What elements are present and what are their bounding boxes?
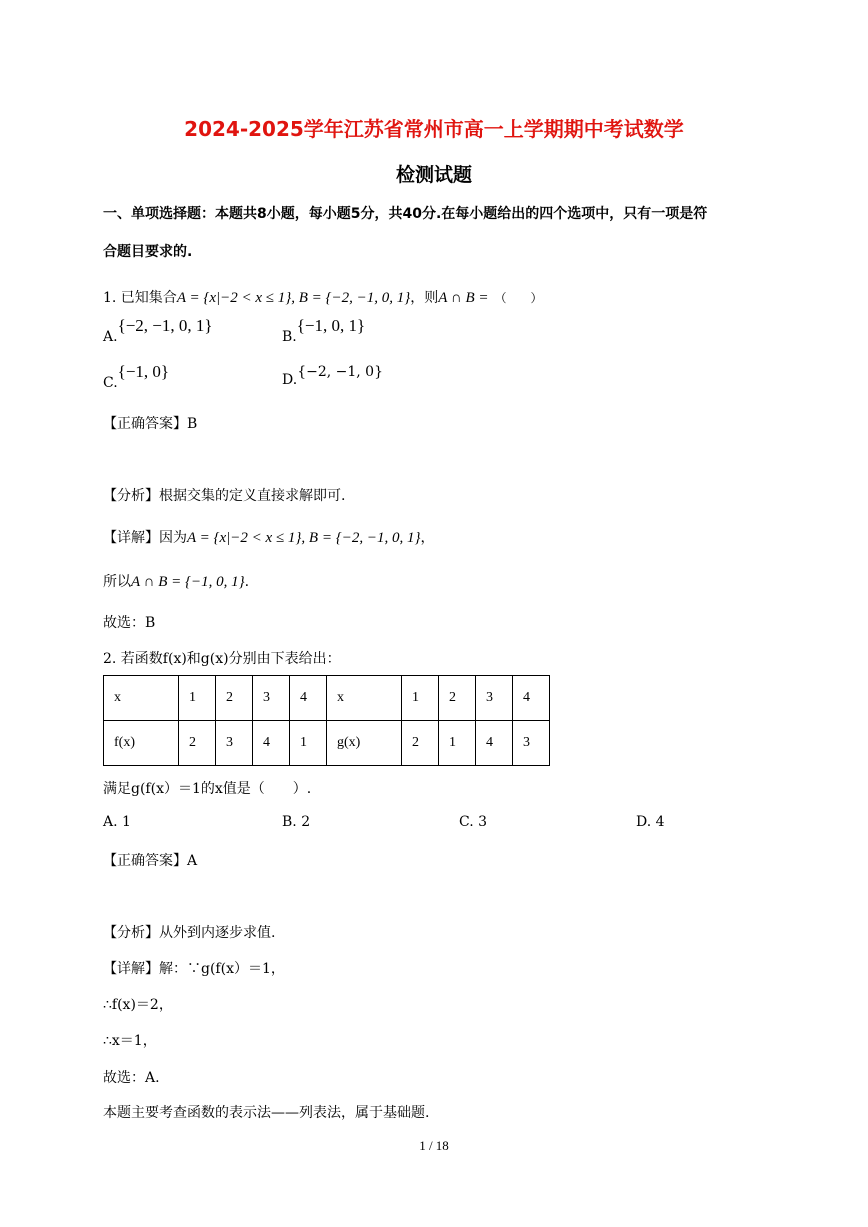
option-value: {−1, 0} — [117, 362, 170, 381]
document-title: 2024-2025学年江苏省常州市高一上学期期中考试数学 — [184, 117, 684, 141]
table-cell: 2 — [179, 721, 216, 766]
q2-answer: 【正确答案】A — [103, 853, 198, 869]
q2-note: 本题主要考查函数的表示法——列表法，属于基础题. — [103, 1105, 430, 1121]
q2-detail-1: 【详解】解：∵g(f(x）＝1， — [103, 961, 285, 977]
table-cell: 1 — [402, 676, 439, 721]
table-row — [104, 676, 550, 721]
q1-option-a — [103, 316, 213, 346]
q1-detail-math: A = {x|−2 < x ≤ 1}, B = {−2, −1, 0, 1} — [187, 530, 421, 546]
q1-paren: （ ） — [494, 291, 543, 305]
table-cell: 4 — [253, 721, 290, 766]
option-value: 1 — [122, 814, 131, 830]
section-heading-line1: 一、单项选择题：本题共8小题，每小题5分，共40分.在每小题给出的四个选项中，只有一项是符 — [103, 206, 708, 222]
q1-so-prefix: 所以 — [103, 574, 131, 590]
option-value: {−2, −1, 0, 1} — [117, 316, 213, 335]
q1-option-c — [103, 362, 170, 392]
option-value: {−1, 0, 1} — [296, 316, 366, 335]
q1-analysis: 【分析】根据交集的定义直接求解即可. — [103, 488, 346, 504]
q1-detail — [103, 527, 434, 547]
q2-condition: 满足g(f(x）＝1的x值是（ ）. — [103, 781, 312, 797]
table-cell: 2 — [402, 721, 439, 766]
option-label: C. — [459, 814, 474, 830]
q2-option-a — [103, 814, 131, 830]
table-cell: 4 — [476, 721, 513, 766]
page-number: 1 / 18 — [419, 1138, 449, 1153]
table-row — [104, 721, 550, 766]
q2-option-b — [282, 814, 310, 830]
q2-detail-2: ∴f(x)＝2， — [103, 997, 173, 1013]
q1-sets: A = {x|−2 < x ≤ 1}, B = {−2, −1, 0, 1} — [176, 290, 411, 306]
table-cell: 1 — [439, 721, 476, 766]
table-cell: 4 — [513, 676, 550, 721]
table-cell: 3 — [216, 721, 253, 766]
option-label: B. — [282, 329, 297, 345]
option-label: D. — [282, 372, 298, 388]
q1-so-suffix: . — [244, 574, 250, 590]
option-label: A. — [103, 814, 118, 830]
q1-stem — [103, 287, 543, 307]
q1-prefix: 1. 已知集合 — [103, 290, 177, 306]
table-cell: 1 — [179, 676, 216, 721]
function-table — [103, 675, 550, 766]
table-cell: f(x) — [104, 721, 179, 766]
q1-conclusion — [103, 571, 249, 591]
option-label: A. — [103, 329, 118, 345]
q2-stem: 2. 若函数f(x)和g(x)分别由下表给出： — [103, 651, 341, 667]
q1-expr: A ∩ B = — [438, 290, 489, 306]
q1-detail-suffix: ， — [420, 530, 435, 546]
q2-option-d — [636, 814, 665, 830]
q1-choose: 故选：B — [103, 615, 156, 631]
option-label: B. — [282, 814, 297, 830]
table-cell: g(x) — [327, 721, 402, 766]
document-subtitle: 检测试题 — [395, 164, 472, 186]
option-label: C. — [103, 375, 118, 391]
section-heading-line2: 合题目要求的. — [103, 244, 193, 260]
table-cell: 2 — [216, 676, 253, 721]
q2-analysis: 【分析】从外到内逐步求值. — [103, 925, 276, 941]
q1-option-d — [282, 364, 383, 388]
q1-suffix: ，则 — [410, 290, 439, 306]
q2-detail-3: ∴x＝1， — [103, 1033, 157, 1049]
q1-so-math: A ∩ B = {−1, 0, 1} — [131, 574, 245, 590]
table-cell: 1 — [290, 721, 327, 766]
table-cell: x — [104, 676, 179, 721]
q2-option-c — [459, 814, 487, 830]
option-label: D. — [636, 814, 652, 830]
q1-detail-prefix: 【详解】因为 — [103, 530, 187, 546]
table-cell: x — [327, 676, 402, 721]
option-value: 2 — [301, 814, 311, 830]
q1-option-b — [282, 316, 366, 346]
table-cell: 3 — [513, 721, 550, 766]
option-value: {−2, −1, 0} — [297, 364, 383, 380]
option-value: 3 — [478, 814, 488, 830]
table-cell: 3 — [253, 676, 290, 721]
q1-answer: 【正确答案】B — [103, 416, 198, 432]
q2-choose: 故选：A. — [103, 1070, 160, 1086]
table-cell: 2 — [439, 676, 476, 721]
table-cell: 3 — [476, 676, 513, 721]
table-cell: 4 — [290, 676, 327, 721]
option-value: 4 — [655, 814, 665, 830]
